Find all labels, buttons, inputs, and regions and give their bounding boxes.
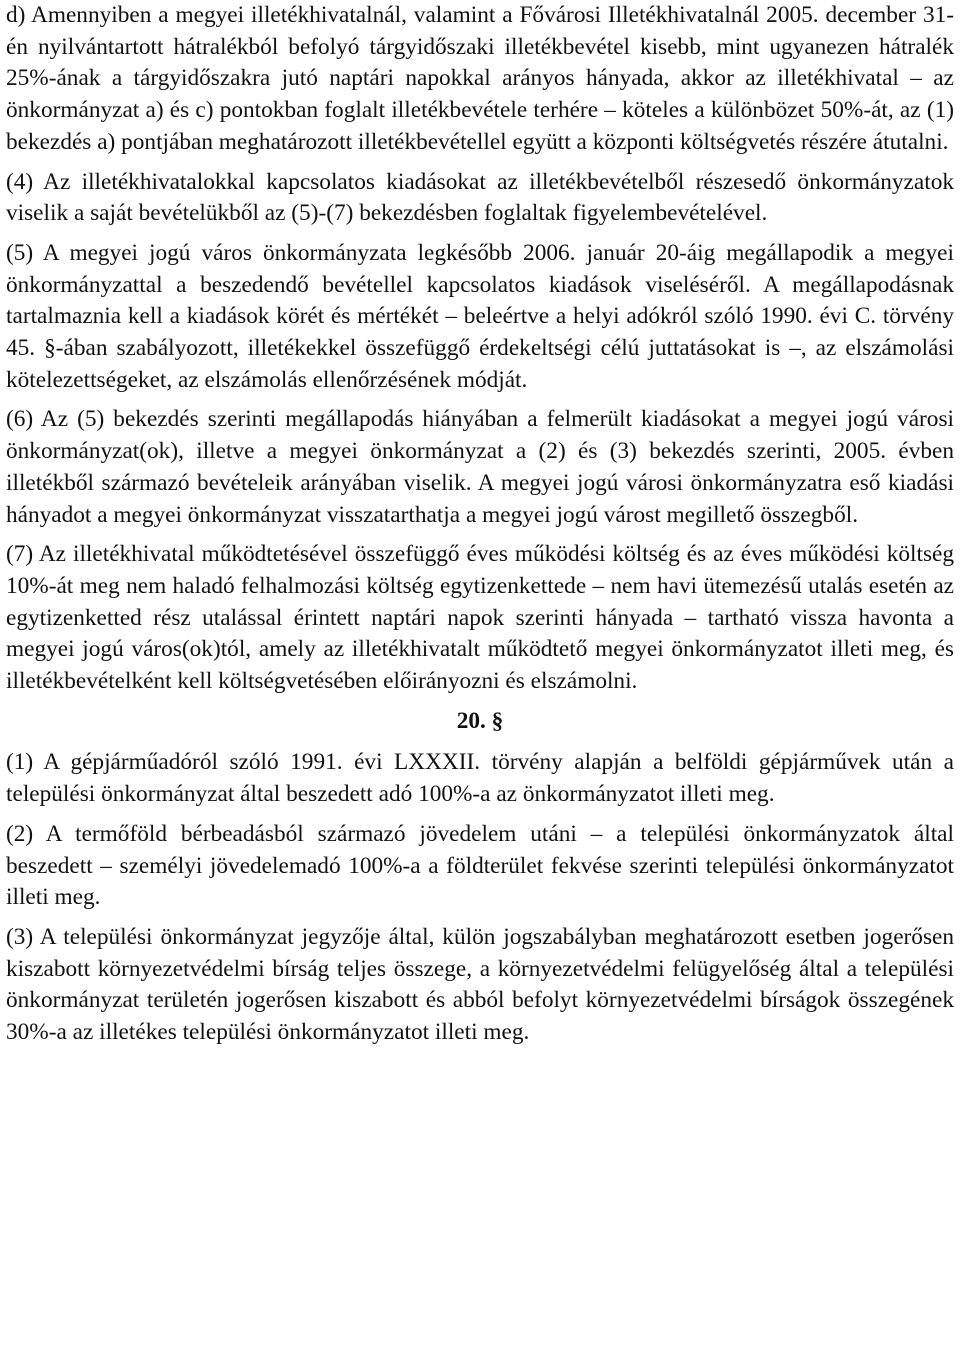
document-page <box>6 0 954 1057</box>
section20-paragraph-2: (2) A termőföld bérbeadásból származó jövedelem utáni – a települési önkormányzatok által beszedett – személyi jövedelemadó 100%-a a földterület fekvése szerinti települési önkormányzatot illeti meg. <box>6 820 954 911</box>
section-heading: 20. § <box>456 707 504 734</box>
section20-paragraph-3: (3) A települési önkormányzat jegyzője által, külön jogszabályban meghatározott esetben jogerősen kiszabott környezetvédelmi bírság teljes összege, a környezetvédelmi felügyelőség által a települési önkormányzat területén jogerősen kiszabott és abból befolyt környezetvédelmi bírságok összegének 30%-a az illetékes települési önkormányzatot illeti meg. <box>6 923 954 1046</box>
paragraph-5: (5) A megyei jogú város önkormányzata legkésőbb 2006. január 20-áig megállapodik a megyei önkormányzattal a beszedendő bevétellel kapcsolatos kiadások viseléséről. A megállapodásnak tartalmaznia kell a kiadások körét és mértékét – beleértve a helyi adókról szóló 1990. évi C. törvény 45. §-ában szabályozott, illetékekkel összefüggő érdekeltségi célú juttatásokat is –, az elszámolási kötelezettségeket, az elszámolás ellenőrzésének módját. <box>6 239 954 393</box>
section20-paragraph-1: (1) A gépjárműadóról szóló 1991. évi LXXXII. törvény alapján a belföldi gépjárművek után a települési önkormányzat által beszedett adó 100%-a az önkormányzatot illeti meg. <box>6 749 954 808</box>
paragraph-6: (6) Az (5) bekezdés szerinti megállapodás hiányában a felmerült kiadásokat a megyei jogú városi önkormányzat(ok), illetve a megyei önkormányzat a (2) és (3) bekezdés szerinti, 2005. évben illetékből származó bevételeik arányában viselik. A megyei jogú városi önkormányzatra eső kiadási hányadot a megyei önkormányzat visszatarthatja a megyei jogú várost megillető összegből. <box>6 406 954 528</box>
paragraph-d: d) Amennyiben a megyei illetékhivatalnál, valamint a Fővárosi Illetékhivatalnál 2005. december 31-én nyilvántartott hátralékból befolyó tárgyidőszaki illetékbevétel kisebb, mint ugyanezen hátralék 25%-ának a tárgyidőszakra jutó naptári napokkal arányos hányada, akkor az illetékhivatal – az önkormányzat a) és c) pontokban foglalt illetékbevétele terhére – köteles a különbözet 50%-át, az (1) bekezdés a) pontjában meghatározott illetékbevétellel együtt a központi költségvetés részére átutalni. <box>6 2 954 155</box>
paragraph-7: (7) Az illetékhivatal működtetésével összefüggő éves működési költség és az éves működési költség 10%-át meg nem haladó felhalmozási költség egytizenkettede – nem havi ütemezésű utalás esetén az egytizenketted rész utalással érintett naptári napok szerinti hányada – tartható vissza havonta a megyei jogú város(ok)tól, amely az illetékhivatalt működtető megyei önkormányzatot illeti meg, és illetékbevételként kell költségvetésében előirányozni és elszámolni. <box>6 541 954 695</box>
paragraph-4: (4) Az illetékhivatalokkal kapcsolatos kiadásokat az illetékbevételből részesedő önkormányzatok viselik a saját bevételükből az (5)-(7) bekezdésben foglaltak figyelembevételével. <box>6 168 954 227</box>
